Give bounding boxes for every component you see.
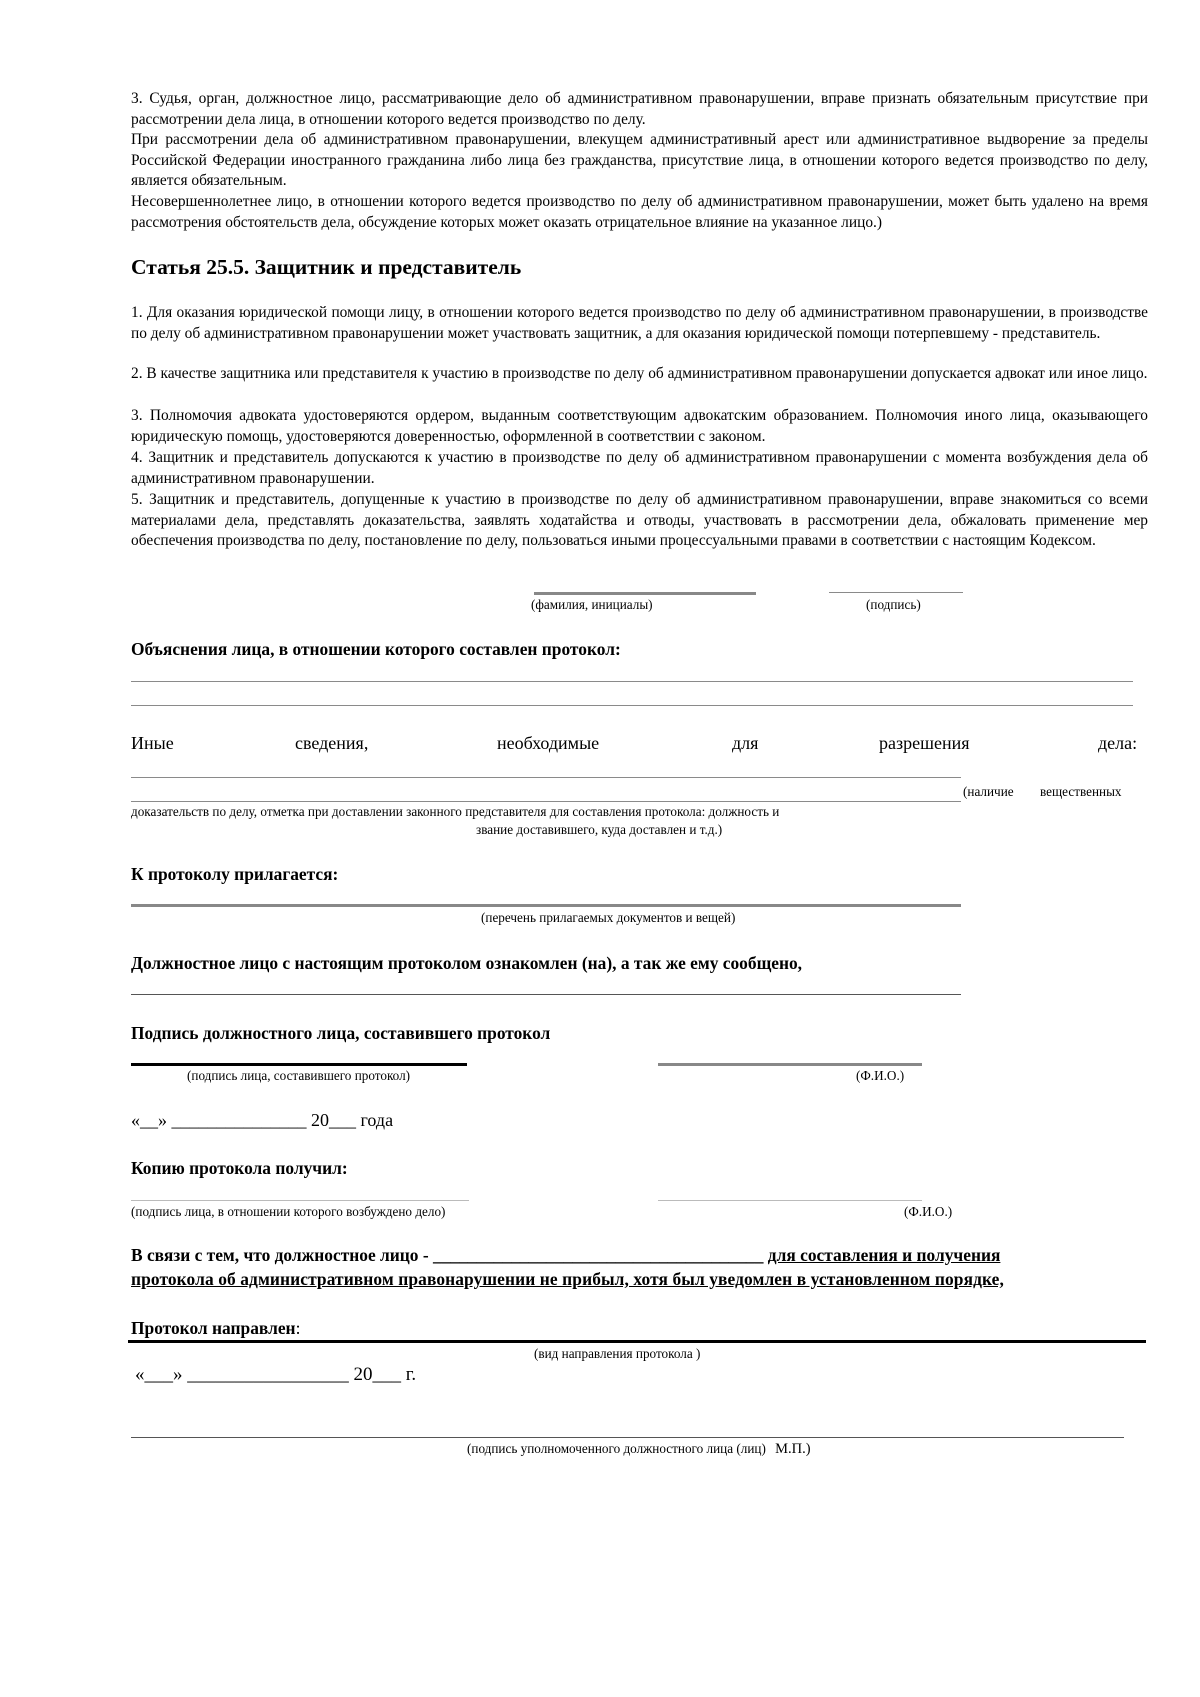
sent-date[interactable]	[135, 1364, 416, 1386]
sent-method-caption: (вид направления протокола )	[534, 1346, 701, 1361]
seal-mark: М.П.)	[775, 1441, 811, 1457]
copy-received-signature-caption: (подпись лица, в отношении которого возбуждено дело)	[131, 1204, 446, 1219]
other-info-hint-line-3: звание доставившего, куда доставлен и т.д.)	[476, 822, 723, 837]
other-info-hint-line-2: доказательств по делу, отметка при доставлении законного представителя для составления протокола: должность и	[131, 804, 780, 819]
date-suffix: года	[360, 1110, 394, 1130]
date-year: 20___	[311, 1110, 356, 1130]
article-25-5-para-5: 5. Защитник и представитель, допущенные к участию в производстве по делу об административном правонарушении, вправе знакомиться со всеми материалами дела, представлять доказательства, заявлять ходатайства и отводы, участвовать в рассмотрении дела, обжаловать применение мер обеспечения производства по делу, постановление по делу, пользоваться иными процессуальными правами в соответствии с настоящим Кодексом.	[131, 491, 1148, 549]
copy-received-fio-caption: (Ф.И.О.)	[904, 1204, 953, 1219]
article-25-4-para-3: 3. Судья, орган, должностное лицо, рассматривающие дело об административном правонарушении, вправе признать обязательным присутствие при рассмотрении дела лица, в отношении которого ведется производство по делу.	[131, 90, 1148, 128]
sent-date-year: 20___	[353, 1364, 401, 1385]
other-info-word-3: необходимые	[497, 733, 600, 753]
official-fio-line[interactable]	[658, 1063, 922, 1066]
other-info-word-5: разрешения	[879, 733, 970, 753]
not-arrived-blank[interactable]: ______________________________________	[433, 1245, 764, 1265]
other-info-hint-right: (наличие	[963, 784, 1014, 799]
name-line[interactable]	[534, 592, 756, 595]
other-info-hint-right-2: вещественных	[1040, 784, 1122, 799]
sent-date-day: «___»	[135, 1364, 183, 1385]
article-25-5-para-3: 3. Полномочия адвоката удостоверяются ордером, выданным соответствующим адвокатским образованием. Полномочия иного лица, оказывающего юридическую помощь, удостоверяются доверенностью, оформленной в соответствии с законом.	[131, 407, 1148, 445]
attachments-caption: (перечень прилагаемых документов и вещей)	[481, 910, 736, 925]
other-info-word-4: для	[732, 733, 759, 753]
official-fio-caption: (Ф.И.О.)	[856, 1068, 905, 1083]
official-signature-date[interactable]	[131, 1110, 393, 1131]
signature-line[interactable]	[829, 592, 963, 593]
explanations-line-1[interactable]	[131, 681, 1133, 682]
copy-received-signature-line[interactable]	[131, 1200, 469, 1201]
not-arrived-line-1	[131, 1245, 1000, 1266]
official-acquainted-line[interactable]	[131, 994, 961, 995]
sent-date-month: _________________	[187, 1364, 349, 1385]
not-arrived-line-2: протокола об административном правонарушении не прибыл, хотя был уведомлен в установленном порядке,	[131, 1269, 1004, 1289]
attachments-line[interactable]	[131, 904, 961, 907]
authorized-signature-line[interactable]	[131, 1437, 1124, 1438]
name-caption: (фамилия, инициалы)	[531, 597, 653, 612]
official-acquainted-heading: Должностное лицо с настоящим протоколом ознакомлен (на), а так же ему сообщено,	[131, 953, 803, 973]
article-25-5-para-4: 4. Защитник и представитель допускаются к участию в производстве по делу об административном правонарушении с момента возбуждения дела об административном правонарушении.	[131, 449, 1148, 487]
copy-received-heading: Копию протокола получил:	[131, 1158, 348, 1178]
article-25-5-para-2: 2. В качестве защитника или представителя к участию в производстве по делу об административном правонарушении допускается адвокат или иное лицо.	[131, 365, 1148, 382]
official-signature-heading: Подпись должностного лица, составившего протокол	[131, 1023, 551, 1043]
other-info-line-2[interactable]	[131, 801, 961, 802]
authorized-signature-caption: (подпись уполномоченного должностного лица (лиц) М.П.)	[467, 1441, 811, 1457]
not-arrived-end: для составления и получения	[767, 1245, 1001, 1265]
other-info-word-1: Иные	[131, 733, 174, 753]
attachments-heading: К протоколу прилагается:	[131, 864, 339, 884]
article-25-4-para-5: Несовершеннолетнее лицо, в отношении которого ведется производство по делу об административном правонарушении, может быть удалено на время рассмотрения обстоятельств дела, обсуждение которых может оказать отрицательное влияние на указанное лицо.)	[131, 193, 1148, 231]
sent-method-line[interactable]	[128, 1340, 1146, 1343]
sent-heading: Протокол направлен:	[131, 1318, 301, 1338]
copy-received-fio-line[interactable]	[658, 1200, 922, 1201]
other-info-word-6: дела:	[1098, 733, 1138, 753]
other-info-line-1[interactable]	[131, 777, 961, 778]
not-arrived-start: В связи с тем, что должностное лицо -	[131, 1245, 429, 1265]
explanations-line-2[interactable]	[131, 705, 1133, 706]
official-signature-line[interactable]	[131, 1063, 467, 1066]
other-info-word-2: сведения,	[295, 733, 369, 753]
signature-caption: (подпись)	[866, 597, 921, 612]
date-day: «__»	[131, 1110, 167, 1130]
article-25-4-para-4: При рассмотрении дела об административном правонарушении, влекущем административный арест или административное выдворение за пределы Российской Федерации иностранного гражданина либо лица без гражданства, присутствие лица, в отношении которого ведется производство по делу, является обязательным.	[131, 131, 1148, 189]
article-25-5-title: Статья 25.5. Защитник и представитель	[131, 255, 522, 279]
official-signature-caption: (подпись лица, составившего протокол)	[187, 1068, 411, 1083]
explanations-heading: Объяснения лица, в отношении которого составлен протокол:	[131, 639, 621, 659]
article-25-5-para-1: 1. Для оказания юридической помощи лицу, в отношении которого ведется производство по делу об административном правонарушении, в производстве по делу об административном правонарушении может участвовать защитник, а для оказания юридической помощи потерпевшему - представитель.	[131, 304, 1148, 342]
date-month: _______________	[171, 1110, 307, 1130]
sent-date-suffix: г.	[405, 1364, 417, 1385]
